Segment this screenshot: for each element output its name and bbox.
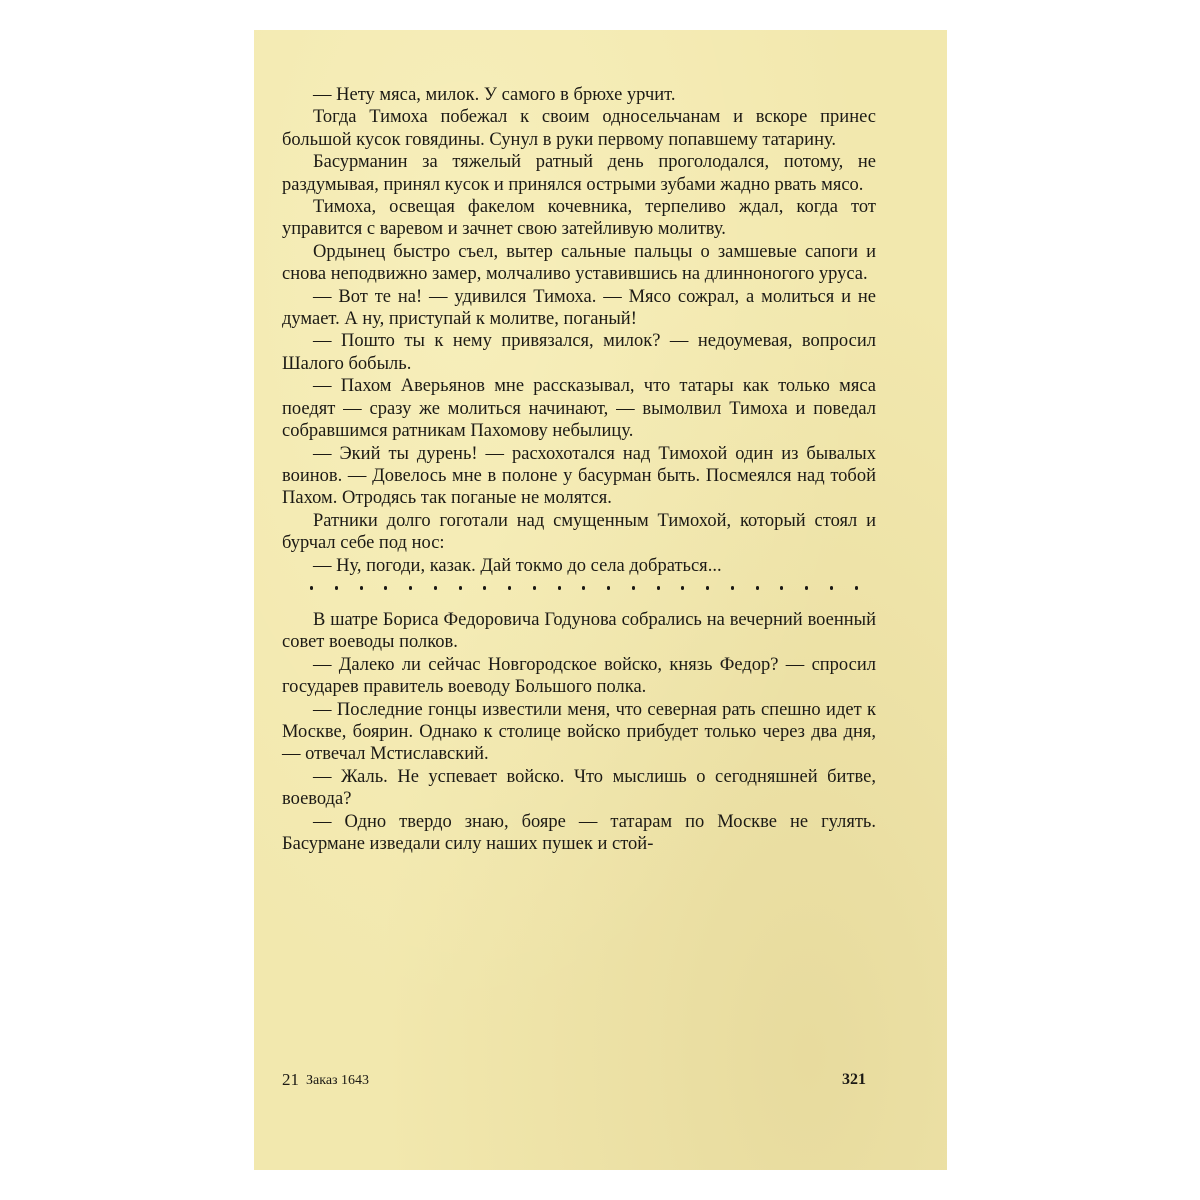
- separator-dot: [558, 586, 561, 589]
- separator-dot: [681, 586, 684, 589]
- separator-dot: [657, 586, 660, 589]
- paragraph: Ратники долго гоготали над смущенным Тимохой, который стоял и бурчал себе под нос:: [282, 510, 876, 554]
- page-body-text: [282, 84, 876, 855]
- separator-dot: [830, 586, 833, 589]
- separator-dot: [335, 586, 338, 589]
- paragraph: — Нету мяса, милок. У самого в брюхе урчит.: [313, 85, 676, 105]
- separator-dot: [582, 586, 585, 589]
- paragraph: В шатре Бориса Федоровича Годунова собрались на вечерний военный совет воеводы полков.: [282, 609, 876, 653]
- paragraph: Тимоха, освещая факелом кочевника, терпеливо ждал, когда тот управится с варевом и зачнет свою затейливую молитву.: [282, 197, 876, 240]
- separator-dot: [483, 586, 486, 589]
- separator-dot: [607, 586, 610, 589]
- separator-dot: [756, 586, 759, 589]
- paragraph: Басурманин за тяжелый ратный день проголодался, потому, не раздумывая, принял кусок и принялся острыми зубами жадно рвать мясо.: [282, 152, 876, 195]
- paragraph: — Пошто ты к нему привязался, милок? — недоумевая, вопросил Шалого бобыль.: [282, 331, 876, 374]
- page-footer: [282, 1070, 876, 1094]
- separator-dot: [310, 586, 313, 589]
- separator-dot: [384, 586, 387, 589]
- paragraph: — Экий ты дурень! — расхохотался над Тимохой один из бывалых воинов. — Довелось мне в полоне у басурман быть. Посмеялся над тобой Пахом. Отродясь так поганые не молятся.: [282, 443, 876, 509]
- paragraph: — Вот те на! — удивился Тимоха. — Мясо сожрал, а молиться и не думает. А ну, приступай к молитве, поганый!: [282, 286, 876, 330]
- paragraph: Тогда Тимоха побежал к своим односельчанам и вскоре принес большой кусок говядины. Сунул в руки первому попавшему татарину.: [282, 107, 876, 150]
- printer-signature-mark: 21: [282, 1070, 299, 1089]
- separator-dot: [706, 586, 709, 589]
- section-separator-dots: [310, 577, 858, 599]
- separator-dot: [360, 586, 363, 589]
- paragraph: — Жаль. Не успевает войско. Что мыслишь о сегодняшней битве, воевода?: [282, 766, 876, 810]
- separator-dot: [731, 586, 734, 589]
- separator-dot: [508, 586, 511, 589]
- separator-dot: [780, 586, 783, 589]
- separator-dot: [434, 586, 437, 589]
- separator-dot: [459, 586, 462, 589]
- paragraph: — Пахом Аверьянов мне рассказывал, что татары как только мяса поедят — сразу же молиться начинают, — вымолвил Тимоха и поведал собравшимся ратникам Пахомову небылицу.: [282, 376, 876, 442]
- separator-dot: [632, 586, 635, 589]
- paragraph: — Далеко ли сейчас Новгородское войско, князь Федор? — спросил государев правитель воеводу Большого полка.: [282, 654, 876, 698]
- separator-dot: [855, 586, 858, 589]
- paragraph: — Последние гонцы известили меня, что северная рать спешно идет к Москве, боярин. Однако к столице войско прибудет только через два дня, — отвечал Мстиславский.: [282, 699, 876, 765]
- paragraph: — Ну, погоди, казак. Дай токмо до села добраться...: [313, 555, 722, 576]
- separator-dot: [805, 586, 808, 589]
- separator-dot: [533, 586, 536, 589]
- page-number: 321: [842, 1071, 866, 1088]
- paragraph: — Одно твердо знаю, бояре — татарам по Москве не гулять. Басурмане изведали силу наших пушек и стой-: [282, 811, 876, 854]
- print-order-number: Заказ 1643: [306, 1073, 370, 1088]
- book-page: [254, 30, 947, 1170]
- separator-dot: [409, 586, 412, 589]
- paragraph: Ордынец быстро съел, вытер сальные пальцы о замшевые сапоги и снова неподвижно замер, молчаливо уставившись на длинноногого уруса.: [282, 241, 876, 285]
- section-gap: [282, 599, 876, 609]
